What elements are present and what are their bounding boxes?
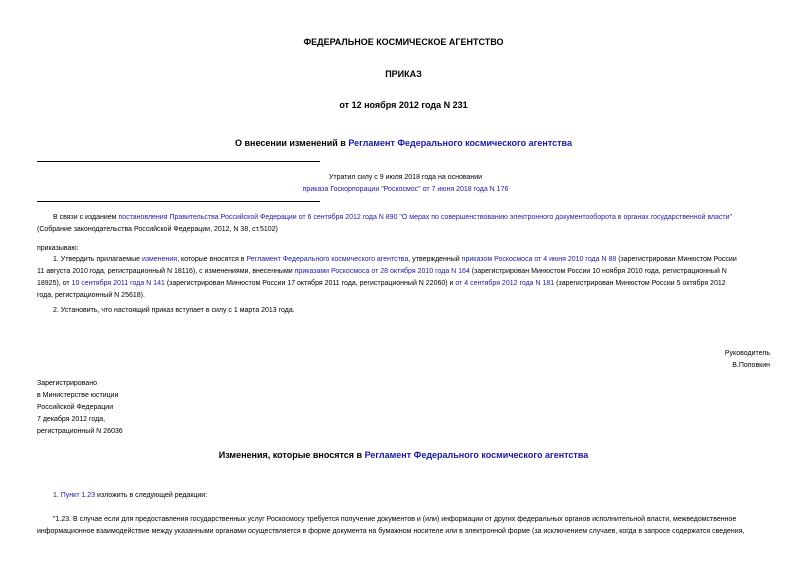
- reglament-link[interactable]: Регламент Федерального космического агентства: [348, 138, 572, 148]
- changes-title: [0, 450, 807, 460]
- order-181-link[interactable]: от 4 сентября 2012 года N 181: [455, 280, 555, 287]
- preamble-text: В связи с изданием: [53, 214, 119, 221]
- preamble: [37, 212, 774, 236]
- quoted-line-2: информационное взаимодействие между указанными органами осуществляется в форме документа на бумажном носителе или в электронной форме (за исключением случаев, когда в запросе содержатся сведения,: [37, 528, 745, 535]
- item-1: [37, 254, 774, 302]
- order-164-link[interactable]: приказами Роскосмоса от 28 октября 2010 года N 164: [294, 268, 470, 275]
- quoted-line-1: "1.23. В случае если для предоставления государственных услуг Роскосмосу требуется получение документов и (или) информации от других федеральных органов исполнительной власти, межведомственное: [53, 516, 737, 523]
- doc-title-prefix: О внесении изменений в: [235, 138, 349, 148]
- doc-type: ПРИКАЗ: [385, 69, 422, 79]
- reglament-link-3[interactable]: Регламент Федерального космического агентства: [364, 450, 589, 460]
- doc-title: [0, 138, 807, 148]
- item-1-text: 18925), от: [37, 280, 72, 287]
- signature-name: В.Поповкин: [732, 362, 770, 369]
- item-1-text: 1. Утвердить прилагаемые: [53, 256, 142, 263]
- quoted-text: [37, 514, 774, 538]
- item-1-text: (зарегистрирован Минюстом России 17 октября 2011 года, регистрационный N 22060) и: [164, 280, 456, 287]
- registration-line: Зарегистрировано: [37, 380, 97, 387]
- item-1-text: , которые вносятся в: [177, 256, 247, 263]
- order-141-link[interactable]: 10 сентября 2011 года N 141: [71, 280, 165, 287]
- reglament-link-2[interactable]: Регламент Федерального космического агентства: [246, 256, 409, 263]
- registration-line: регистрационный N 26036: [37, 428, 123, 435]
- repeal-order-link[interactable]: приказа Госкорпорации "Роскосмос" от 7 июня 2018 года N 176: [302, 186, 509, 193]
- order-88-link[interactable]: приказом Роскосмоса от 4 июня 2010 года N 88: [461, 256, 617, 263]
- signature-block: [500, 348, 770, 372]
- doc-date-number: от 12 ноября 2012 года N 231: [339, 100, 468, 110]
- government-decree-link[interactable]: постановления Правительства Российской Федерации от 6 сентября 2012 года N 890 "О мерах по совершенствованию электронного документооборота в органах государственной власти": [118, 214, 733, 221]
- changes-point-1: [53, 490, 207, 502]
- status-top-divider: [37, 161, 320, 162]
- changes-point-1-text: изложить в следующей редакции:: [95, 492, 208, 499]
- item-1-text: (зарегистрирован Минюстом России 10 ноября 2010 года, регистрационный N: [469, 268, 727, 275]
- changes-link[interactable]: изменения: [141, 256, 178, 263]
- point-1-23-link[interactable]: 1. Пункт 1.23: [53, 492, 96, 499]
- item-2: 2. Установить, что настоящий приказ вступает в силу с 1 марта 2013 года.: [53, 307, 295, 314]
- registration-line: в Министерстве юстиции: [37, 392, 119, 399]
- status-note: [37, 172, 774, 196]
- signature-role: Руководитель: [724, 350, 770, 357]
- changes-title-prefix: Изменения, которые вносятся в: [218, 450, 365, 460]
- order-word: приказываю:: [37, 245, 79, 252]
- item-1-text: (зарегистрирован Минюстом России 5 октября 2012: [554, 280, 726, 287]
- status-line: Утратил силу с 9 июля 2018 года на основании: [328, 174, 483, 181]
- preamble-source: (Собрание законодательства Российской Федерации, 2012, N 38, ст.5102): [37, 226, 278, 233]
- item-1-text: (зарегистрирован Минюстом России: [616, 256, 737, 263]
- registration-block: [37, 378, 123, 438]
- agency-title: ФЕДЕРАЛЬНОЕ КОСМИЧЕСКОЕ АГЕНТСТВО: [303, 37, 504, 47]
- registration-line: Российской Федерации: [37, 404, 114, 411]
- status-bottom-divider: [37, 201, 320, 202]
- item-1-text: года, регистрационный N 25618).: [37, 292, 145, 299]
- item-1-text: 11 августа 2010 года, регистрационный N 18116), с изменениями, внесенными: [37, 268, 295, 275]
- item-1-text: , утвержденный: [408, 256, 462, 263]
- registration-line: 7 декабря 2012 года,: [37, 416, 106, 423]
